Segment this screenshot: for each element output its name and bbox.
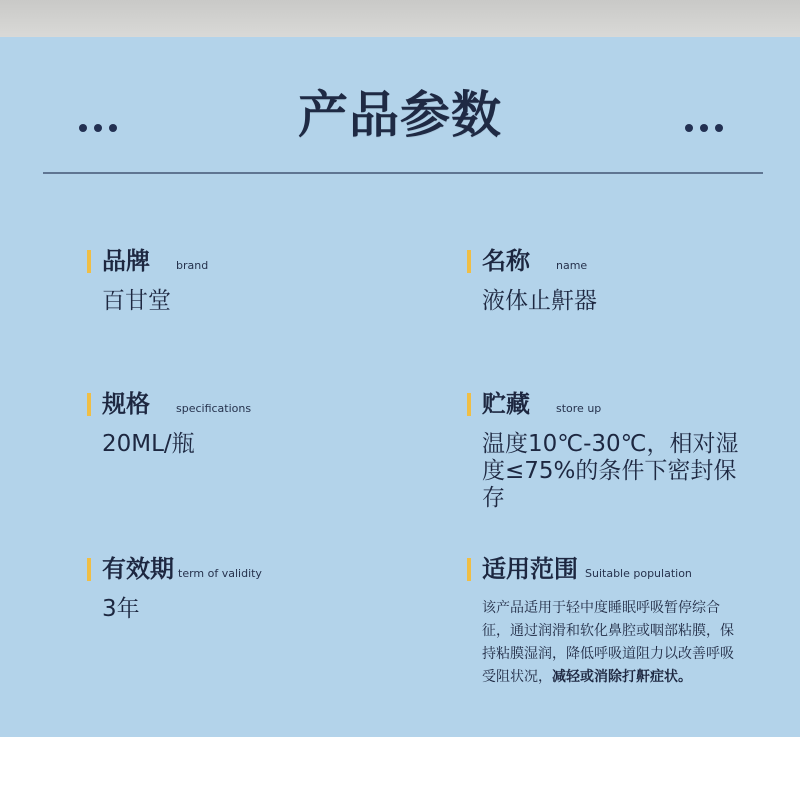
dot-icon <box>109 124 117 132</box>
accent-bar <box>87 393 91 416</box>
decorative-dots-left <box>79 124 117 132</box>
param-heading <box>467 555 742 583</box>
param-label-en: brand <box>176 259 209 272</box>
accent-bar <box>467 393 471 416</box>
param-label-en: term of validity <box>178 567 262 580</box>
param-scope <box>467 555 742 689</box>
top-strip <box>0 0 800 37</box>
param-name <box>467 247 597 315</box>
title-divider <box>43 172 763 174</box>
param-brand <box>87 247 208 315</box>
bottom-margin <box>0 737 800 800</box>
accent-bar <box>467 250 471 273</box>
dot-icon <box>685 124 693 132</box>
param-heading <box>87 555 262 583</box>
param-label: 规格 <box>102 390 150 418</box>
param-value: 3年 <box>102 596 140 622</box>
param-heading <box>87 247 208 275</box>
param-value <box>482 597 742 689</box>
param-value: 液体止鼾器 <box>482 288 597 314</box>
param-specifications <box>87 390 251 458</box>
param-value: 20ML/瓶 <box>102 431 195 457</box>
param-label-en: specifications <box>176 402 252 415</box>
param-label: 适用范围 <box>482 555 578 583</box>
param-label: 贮藏 <box>482 390 530 418</box>
dot-icon <box>700 124 708 132</box>
param-label: 品牌 <box>102 247 150 275</box>
param-label: 有效期 <box>102 555 174 583</box>
param-label-en: store up <box>556 402 602 415</box>
param-label-en: Suitable population <box>585 567 692 580</box>
accent-bar <box>467 558 471 581</box>
dot-icon <box>94 124 102 132</box>
accent-bar <box>87 558 91 581</box>
param-value: 百甘堂 <box>102 288 171 314</box>
accent-bar <box>87 250 91 273</box>
dot-icon <box>79 124 87 132</box>
scope-description: 该产品适用于轻中度睡眠呼吸暂停综合征，通过润滑和软化鼻腔或咽部粘膜，保持粘膜湿润，降低呼吸道阻力以改善呼吸受阻状况， <box>482 600 734 685</box>
scope-emphasis: 减轻或消除打鼾症状。 <box>552 669 692 685</box>
param-heading <box>467 247 597 275</box>
param-heading <box>467 390 752 418</box>
param-validity <box>87 555 262 623</box>
page-title: 产品参数 <box>298 86 502 144</box>
param-label-en: name <box>556 259 588 272</box>
param-value: 温度10℃-30℃，相对湿度≤75%的条件下密封保存 <box>482 431 739 511</box>
param-label: 名称 <box>482 247 530 275</box>
param-heading <box>87 390 251 418</box>
param-storage <box>467 390 752 512</box>
decorative-dots-right <box>685 124 723 132</box>
dot-icon <box>715 124 723 132</box>
